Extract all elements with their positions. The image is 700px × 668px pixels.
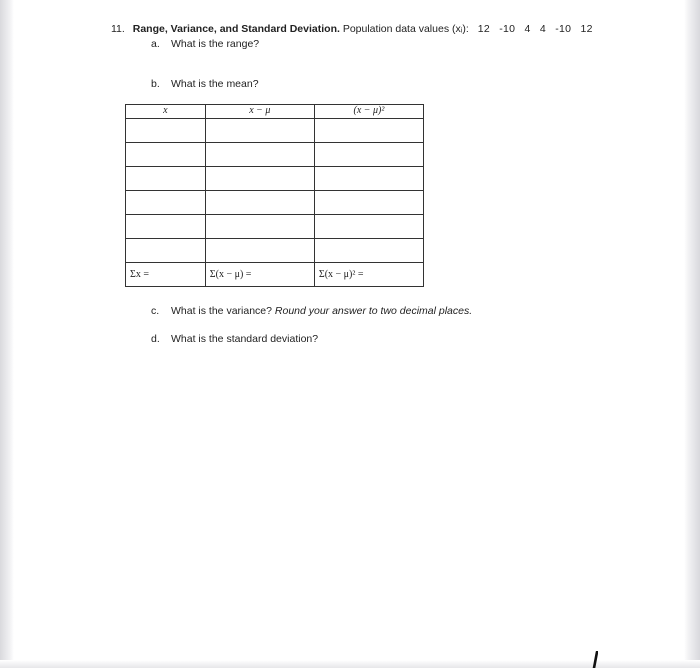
data-value: 4 bbox=[524, 23, 531, 35]
worksheet-page bbox=[14, 0, 684, 668]
header-x: x bbox=[126, 105, 206, 119]
table-cell[interactable] bbox=[126, 239, 206, 263]
part-c-instruction: Round your answer to two decimal places. bbox=[274, 305, 473, 317]
page-shadow-right bbox=[684, 0, 700, 668]
table-row bbox=[126, 215, 424, 239]
question-title: Range, Variance, and Standard Deviation. bbox=[132, 23, 340, 35]
question-intro: Population data values (xᵢ): bbox=[342, 23, 469, 35]
part-c bbox=[151, 305, 472, 317]
question-number: 11. bbox=[111, 23, 125, 35]
pen-stroke-mark bbox=[592, 651, 598, 668]
table-cell[interactable] bbox=[314, 167, 423, 191]
data-value: 12 bbox=[477, 23, 491, 35]
question-title-line bbox=[111, 23, 593, 35]
data-value: 4 bbox=[539, 23, 547, 35]
table-sum-row bbox=[126, 263, 424, 287]
table-cell[interactable] bbox=[205, 191, 314, 215]
data-value: 12 bbox=[580, 23, 593, 35]
part-a bbox=[151, 38, 259, 50]
part-d bbox=[151, 333, 318, 345]
table-cell[interactable] bbox=[314, 119, 423, 143]
table-cell[interactable] bbox=[314, 215, 423, 239]
table-row bbox=[126, 119, 424, 143]
part-c-text: What is the variance? bbox=[171, 305, 272, 317]
table-cell[interactable] bbox=[205, 119, 314, 143]
table-cell[interactable] bbox=[205, 215, 314, 239]
table-cell[interactable] bbox=[205, 167, 314, 191]
part-d-text: What is the standard deviation? bbox=[171, 333, 319, 345]
data-values bbox=[472, 23, 593, 35]
deviation-table bbox=[125, 104, 424, 287]
table-cell[interactable] bbox=[205, 239, 314, 263]
header-deviation: x − μ bbox=[205, 105, 314, 119]
table-cell[interactable] bbox=[205, 143, 314, 167]
table-cell[interactable] bbox=[126, 215, 206, 239]
data-value: -10 bbox=[499, 23, 516, 35]
table-cell[interactable] bbox=[314, 191, 423, 215]
sum-x-cell[interactable]: Σx = bbox=[126, 263, 206, 287]
table-row bbox=[126, 143, 424, 167]
sum-squared-deviation-cell[interactable]: Σ(x − μ)² = bbox=[314, 263, 423, 287]
part-a-text: What is the range? bbox=[171, 38, 260, 50]
page-shadow-left bbox=[0, 0, 14, 668]
table-cell[interactable] bbox=[126, 119, 206, 143]
part-b-letter: b. bbox=[151, 78, 160, 90]
table-header-row bbox=[126, 105, 424, 119]
header-squared-deviation: (x − μ)² bbox=[314, 105, 423, 119]
table-cell[interactable] bbox=[126, 191, 206, 215]
part-b bbox=[151, 78, 259, 90]
part-d-letter: d. bbox=[151, 333, 160, 345]
part-c-letter: c. bbox=[151, 305, 160, 317]
sum-deviation-cell[interactable]: Σ(x − μ) = bbox=[205, 263, 314, 287]
table-row bbox=[126, 239, 424, 263]
part-b-text: What is the mean? bbox=[171, 78, 259, 90]
data-value: -10 bbox=[555, 23, 572, 35]
table-cell[interactable] bbox=[126, 167, 206, 191]
table-cell[interactable] bbox=[314, 143, 423, 167]
table-row bbox=[126, 191, 424, 215]
part-a-letter: a. bbox=[151, 38, 160, 50]
table-cell[interactable] bbox=[126, 143, 206, 167]
table-cell[interactable] bbox=[314, 239, 423, 263]
table-row bbox=[126, 167, 424, 191]
